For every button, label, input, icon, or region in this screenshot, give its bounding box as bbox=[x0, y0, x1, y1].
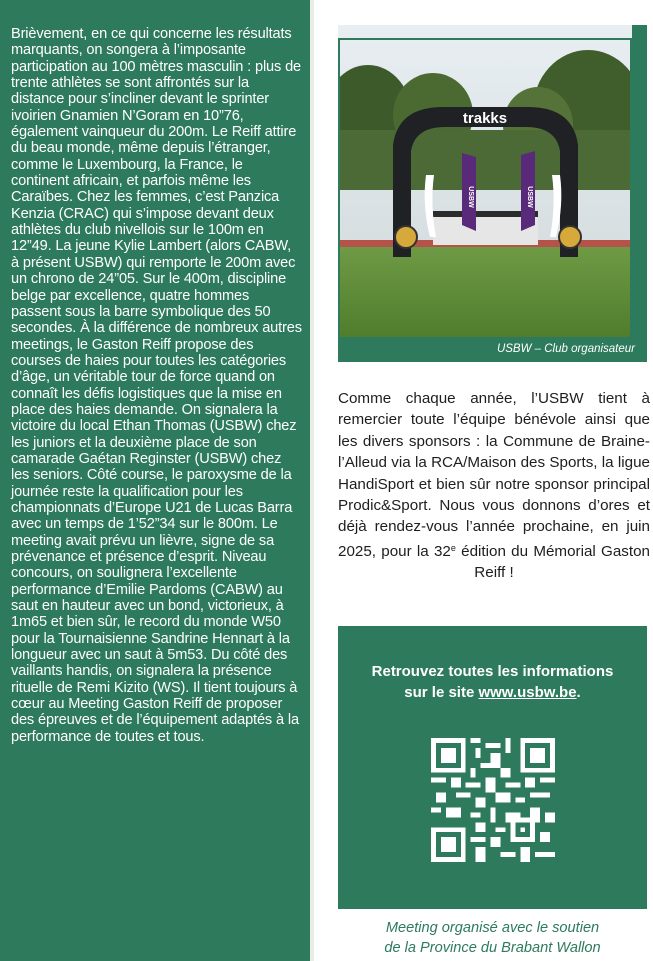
stadium-arch-illustration bbox=[338, 25, 632, 339]
thanks-text-end: édition du Mémorial Gaston Reiff ! bbox=[455, 542, 650, 582]
event-photo bbox=[338, 25, 632, 339]
article-paragraph: Brièvement, en ce qui concerne les résultats marquants, on songera à l’imposante participation au 100 mètres masculin : plus de trente athlètes se sont affrontés sur la distance pour s’incliner devant le sprinter ivoirien Gnamien N’Goram en 10”76, également vainqueur du 200m. Le Reiff attire du beau monde, même depuis l’étranger, comme le Luxembourg, la France, le continent africain, et parfois même les Caraïbes. Chez les femmes, c’est Panzica Kenzia (CRAC) qui s’impose devant deux athlètes du club nivellois sur le 100m en 12”49. La jeune Kylie Lambert (alors CABW, à présent USBW) qui remporte le 200m avec un chrono de 24”05. Sur le 400m, discipline belge par excellence, quatre hommes passent sous la barre symbolique des 50 secondes. À la différence de nombreux autres meetings, le Gaston Reiff propose des courses de haies pour toutes les catégories d’âge, un véritable tour de force quand on connaît les défis logistiques que la mise en place des haies demande. On signalera la victoire du local Ethan Thomas (USBW) chez les juniors et la deuxième place de son camarade Gaétan Reginster (USBW) chez les seniors. Côté course, le paroxysme de la journée reste la qualification pour les championnats d’Europe U21 de Lucas Barra avec un temps de 1’52”34 sur le 800m. Le meeting avait prévu un lièvre, signe de sa prévenance et présence d’esprit. Niveau concours, on soulignera l’excellente performance d’Emilie Pardoms (CABW) au saut en hauteur avec un bond, victorieux, à 1m65 et bien sûr, le record du monde W50 pour la Tournaisienne Sandrine Hennart à la longueur avec un saut à 5m53. Du côté des vaillants handis, on signalera la présence rituelle de Remi Kizito (WS). Il tient toujours à cœur au Meeting Gaston Reiff de proposer des épreuves et de l’équipement adaptés à la performance de toutes et tous. bbox=[11, 26, 302, 745]
thanks-paragraph bbox=[338, 388, 650, 584]
website-link[interactable]: www.usbw.be bbox=[478, 684, 577, 701]
qr-code[interactable] bbox=[431, 738, 555, 862]
info-heading: Retrouvez toutes les informations bbox=[371, 663, 614, 680]
info-website-line bbox=[338, 682, 647, 703]
edition-superscript: e bbox=[450, 542, 456, 553]
sponsor-note-line2: de la Province du Brabant Wallon bbox=[384, 940, 601, 956]
sponsor-note-line1: Meeting organisé avec le soutien bbox=[385, 920, 600, 936]
flag-label-right: USBW bbox=[526, 186, 533, 208]
info-card bbox=[338, 626, 647, 909]
info-suffix: . bbox=[576, 684, 581, 701]
arch-brand: trakks bbox=[462, 110, 508, 127]
flag-label-left: USBW bbox=[467, 186, 474, 208]
info-prefix: sur le site bbox=[404, 684, 479, 701]
column-divider bbox=[310, 0, 314, 961]
article-column bbox=[0, 0, 310, 961]
photo-card bbox=[338, 25, 647, 362]
sponsor-note bbox=[338, 918, 647, 958]
thanks-text: Comme chaque année, l’USBW tient à remercier toute l’équipe bénévole ainsi que les divers sponsors : la Commune de Braine-l’Alleud via la RCA/Maison des Sports, la ligue HandiSport et bien sûr notre sponsor principal Prodic&Sport. Nous vous donnons d’ores et déjà rendez-vous l’année prochaine, en juin 2025, pour la 32 bbox=[338, 390, 650, 560]
photo-caption: USBW – Club organisateur bbox=[496, 343, 635, 355]
